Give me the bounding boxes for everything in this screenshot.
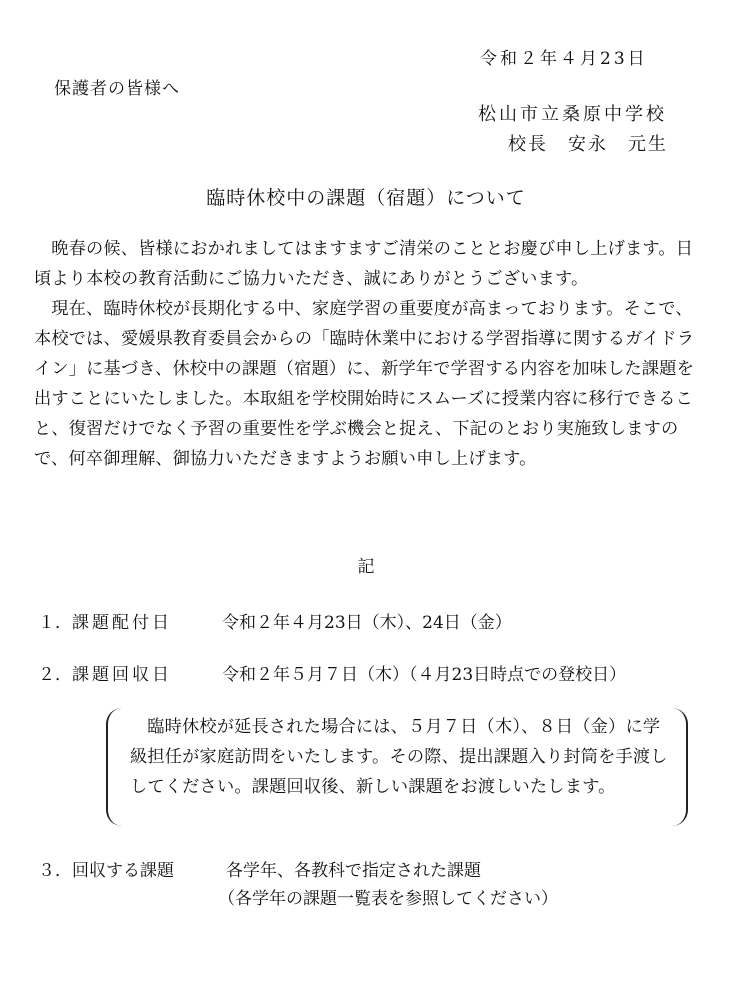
item-1-value: 令和２年４月23日（木）、24日（金） bbox=[222, 613, 512, 633]
item-1-number: １． bbox=[38, 613, 72, 633]
item-2-value: 令和２年５月７日（木）（４月23日時点での登校日） bbox=[222, 665, 627, 685]
item-2-number: ２． bbox=[38, 665, 72, 685]
document-title: 臨時休校中の課題（宿題）について bbox=[206, 187, 526, 209]
letter-body bbox=[34, 234, 706, 474]
body-paragraph-main: 現在、臨時休校が長期化する中、家庭学習の重要度が高まっております。そこで、本校では、愛媛県教育委員会からの「臨時休業中における学習指導に関するガイドライン」に基づき、休校中の課題（宿題）に、新学年で学習する内容を加味した課題を出すことにいたしました。本取組を学校開始時にスムーズに授業内容に移行できること、復習だけでなく予習の重要性を学ぶ機会と捉え、下記のとおり実施致しますので、何卒御理解、御協力いただきますようお願い申し上げます。 bbox=[34, 299, 695, 469]
addressee: 保護者の皆様へ bbox=[54, 79, 180, 99]
document-date: 令和２年４月23日 bbox=[480, 49, 648, 69]
school-name: 松山市立桑原中学校 bbox=[478, 104, 667, 125]
item-1-label: 課題配付日 bbox=[72, 613, 172, 633]
item-3-value: 各学年、各教科で指定された課題 bbox=[226, 861, 481, 881]
principal-name: 校長 安永 元生 bbox=[508, 134, 668, 155]
item-3-number: ３． bbox=[38, 861, 72, 881]
item-2-label: 課題回収日 bbox=[72, 665, 172, 685]
body-paragraph-greeting: 晩春の候、皆様におかれましてはますますご清栄のこととお慶び申し上げます。日頃より本校の教育活動にご協力いただき、誠にありがとうございます。 bbox=[34, 239, 694, 289]
note-box-paragraph: 臨時休校が延長された場合には、５月７日（木）、８日（金）に学級担任が家庭訪問をいたします。その際、提出課題入り封筒を手渡ししてください。課題回収後、新しい課題をお渡しいたします。 bbox=[130, 717, 668, 797]
item-3-label: 回収する課題 bbox=[72, 861, 174, 881]
item-3-note: （各学年の課題一覧表を参照してください） bbox=[218, 889, 558, 909]
note-box-text bbox=[130, 712, 670, 802]
ki-heading: 記 bbox=[357, 557, 375, 577]
